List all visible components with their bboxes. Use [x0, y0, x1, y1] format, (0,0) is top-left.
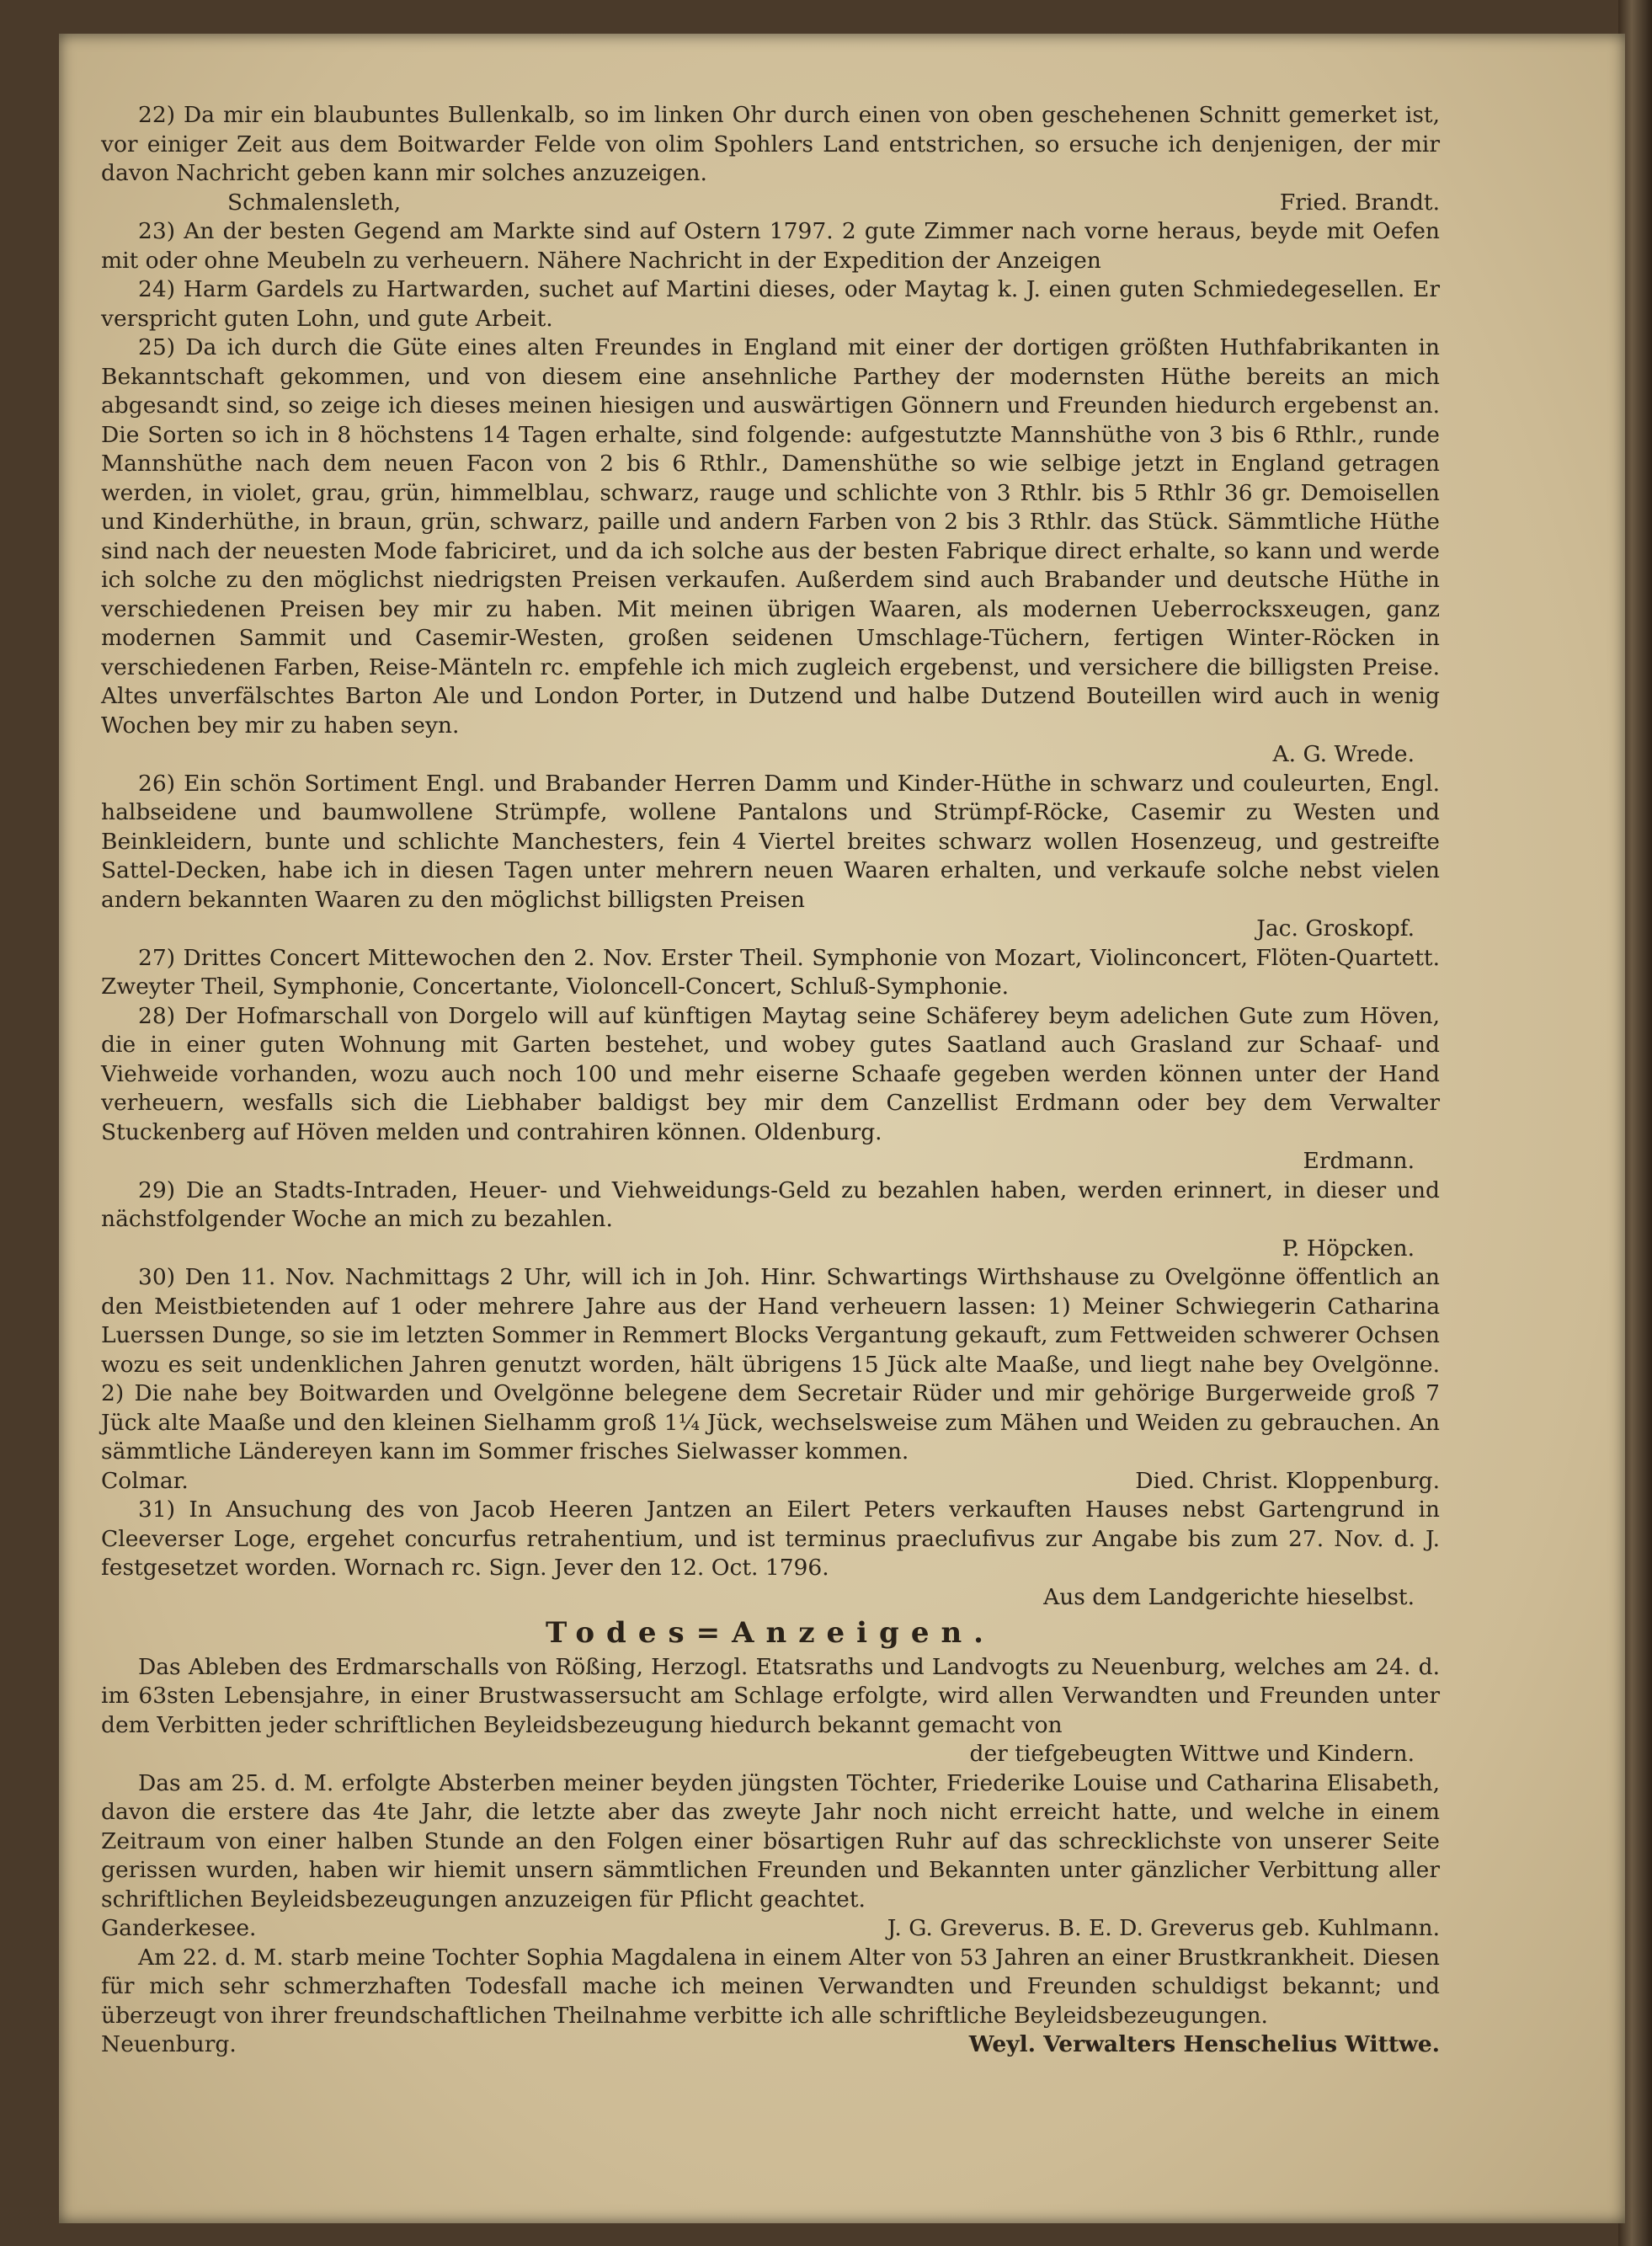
page-text [101, 101, 1440, 2060]
ad-24: 24) Harm Gardels zu Hartwarden, suchet auf Martini dieses, oder Maytag k. J. einen guten Schmiedegesellen. Er verspricht guten Lohn, und gute Arbeit. [101, 276, 1440, 332]
ad-27: 27) Drittes Concert Mittewochen den 2. Nov. Erster Theil. Symphonie von Mozart, Violinconcert, Flöten-Quartett. Zweyter Theil, Symphonie, Concertante, Violoncell-Concert, Schluß-Symphonie. [101, 944, 1440, 1000]
ad-31: 31) In Ansuchung des von Jacob Heeren Jantzen an Eilert Peters verkauften Hauses nebst Gartengrund in Cleeverser Loge, ergehet concurfus retrahentium, und ist terminus praeclufivus zur Angabe bis zum 27. Nov. d. J. festgesetzet worden. Wornach rc. Sign. Jever den 12. Oct. 1796. [101, 1496, 1440, 1581]
ad-30: 30) Den 11. Nov. Nachmittags 2 Uhr, will ich in Joh. Hinr. Schwartings Wirthshause zu Ovelgönne öffentlich an den Meistbietenden auf 1 oder mehrere Jahre aus der Hand verheuern lassen: 1) Meiner Schwiegerin Catharina Luerssen Dunge, so sie im letzten Sommer in Remmert Blocks Vergantung gekauft, zum Fettweiden schwerer Ochsen wozu es seit undenklichen Jahren genutzt worden, hält übrigens 15 Jück alte Maaße, und liegt nahe bey Ovelgönne. 2) Die nahe bey Boitwarden und Ovelgönne belegene dem Secretair Rüder und mir gehörige Burgerweide groß 7 Jück alte Maaße und den kleinen Sielhamm groß 1¼ Jück, wechselsweise zum Mähen und Weiden zu gebrauchen. An sämmtliche Ländereyen kann im Sommer frisches Sielwasser kommen. [101, 1264, 1440, 1464]
ad-22: 22) Da mir ein blaubuntes Bullenkalb, so im linken Ohr durch einen von oben geschehenen Schnitt gemerket ist, vor einiger Zeit aus dem Boitwarder Felde von olim Spohlers Land entstrichen, so ersuche ich denjenigen, der mir davon Nachricht geben kann mir solches anzuzeigen. [101, 102, 1440, 186]
ad-26: 26) Ein schön Sortiment Engl. und Brabander Herren Damm und Kinder-Hüthe in schwarz und couleurten, Engl. halbseidene und baumwollene Strümpfe, wollene Pantalons und Strümpf-Röcke, Casemir zu Westen und Beinkleidern, bunte und schlichte Manchesters, fein 4 Viertel breites schwarz wollen Hosenzeug, und gestreifte Sattel-Decken, habe ich in diesen Tagen unter mehrern neuen Waaren erhalten, und verkaufe solche nebst vielen andern bekannten Waaren zu den möglichst billigsten Preisen [101, 770, 1440, 913]
ad-25: 25) Da ich durch die Güte eines alten Freundes in England mit einer der dortigen größten Huthfabrikanten in Bekanntschaft gekommen, und von diesem eine ansehnliche Parthey der modernsten Hüthe bereits an mich abgesandt sind, so zeige ich dieses meinen hiesigen und auswärtigen Gönnern und Freunden hiedurch ergebenst an. Die Sorten so ich in 8 höchstens 14 Tagen erhalte, sind folgende: aufgestutzte Mannshüthe von 3 bis 6 Rthlr., runde Mannshüthe nach dem neuen Facon von 2 bis 6 Rthlr., Damenshüthe so wie selbige jetzt in England getragen werden, in violet, grau, grün, himmelblau, schwarz, rauge und schlichte von 3 Rthlr. bis 5 Rthlr 36 gr. Demoisellen und Kinderhüthe, in braun, grün, schwarz, paille und andern Farben von 2 bis 3 Rthlr. das Stück. Sämmtliche Hüthe sind nach der neuesten Mode fabriciret, und da ich solche aus der besten Fabrique direct erhalte, so kann und werde ich solche zu den möglichst niedrigsten Preisen verkaufen. Außerdem sind auch Brabander und deutsche Hüthe in verschiedenen Preisen bey mir zu haben. Mit meinen übrigen Waaren, als modernen Ueberrocksxeugen, ganz modernen Sammit und Casemir-Westen, großen seidenen Umschlage-Tüchern, fertigen Winter-Röcken in verschiedenen Farben, Reise-Mänteln rc. empfehle ich mich zugleich ergebenst, und versichere die billigsten Preise. Altes unverfälschtes Barton Ale und London Porter, in Dutzend und halbe Dutzend Bouteillen wird auch in wenig Wochen bey mir zu haben seyn. [101, 334, 1440, 739]
death-notice-1-signature: der tiefgebeugten Wittwe und Kindern. [969, 1741, 1415, 1767]
death-notice-3-footer [101, 2030, 1440, 2060]
death-notice-3: Am 22. d. M. starb meine Tochter Sophia Magdalena in einem Alter von 53 Jahren an einer Brustkrankheit. Diesen für mich sehr schmerzhaften Todesfall mache ich meinen Verwandten und Freunden schuldigst bekannt; und überzeugt von ihrer freundschaftlichen Theilnahme verbitte ich alle schriftliche Beyleidsbezeugungen. [101, 1944, 1440, 2029]
death-notice-2-place: Ganderkesee. [101, 1915, 257, 1941]
ad-22-signature: Fried. Brandt. [1279, 189, 1440, 216]
ad-28-signature: Erdmann. [1303, 1148, 1415, 1174]
death-notice-2-footer [101, 1914, 1440, 1944]
ad-26-signature: Jac. Groskopf. [1256, 915, 1415, 942]
death-notice-3-signature: Weyl. Verwalters Henschelius Wittwe. [968, 2031, 1440, 2057]
death-notice-3-place: Neuenburg. [101, 2031, 237, 2057]
death-notices-heading: Todes=Anzeigen. [545, 1616, 996, 1650]
death-notice-1: Das Ableben des Erdmarschalls von Rößing, Herzogl. Etatsraths und Landvogts zu Neuenburg, welches am 24. d. im 63sten Lebensjahre, in einer Brustwassersucht am Schlage erfolgte, wird allen Verwandten und Freunden unter dem Verbitten jeder schriftlichen Beyleidsbezeugung hiedurch bekannt gemacht von [101, 1653, 1440, 1738]
ad-22-footer [101, 189, 1440, 218]
ad-29: 29) Die an Stadts-Intraden, Heuer- und Viehweidungs-Geld zu bezahlen haben, werden erinnert, in dieser und nächstfolgender Woche an mich zu bezahlen. [101, 1176, 1440, 1232]
ad-30-place: Colmar. [101, 1467, 189, 1494]
ad-30-footer [101, 1467, 1440, 1496]
ad-23: 23) An der besten Gegend am Markte sind auf Ostern 1797. 2 gute Zimmer nach vorne heraus, beyde mit Oefen mit oder ohne Meubeln zu verheuern. Nähere Nachricht in der Expedition der Anzeigen [101, 218, 1440, 274]
ad-29-signature: P. Höpcken. [1282, 1235, 1415, 1262]
death-notice-2-signature: J. G. Greverus. B. E. D. Greverus geb. Kuhlmann. [887, 1915, 1440, 1941]
ad-30-signature: Died. Christ. Kloppenburg. [1135, 1467, 1440, 1494]
ad-22-place: Schmalensleth, [227, 189, 402, 216]
ad-25-signature: A. G. Wrede. [1272, 741, 1415, 767]
ad-28: 28) Der Hofmarschall von Dorgelo will auf künftigen Maytag seine Schäferey beym adelichen Gute zum Höven, die in einer guten Wohnung mit Garten bestehet, und wobey gutes Saatland auch Grasland zur Schaaf- und Viehweide vorhanden, wozu auch noch 100 und mehr eiserne Schaafe gegeben werden können unter der Hand verheuern, wesfalls sich die Liebhaber baldigst bey mir dem Canzellist Erdmann oder bey dem Verwalter Stuckenberg auf Höven melden und contrahiren können. Oldenburg. [101, 1002, 1440, 1145]
ad-31-signature: Aus dem Landgerichte hieselbst. [1043, 1583, 1415, 1610]
death-notice-2: Das am 25. d. M. erfolgte Absterben meiner beyden jüngsten Töchter, Friederike Louise und Catharina Elisabeth, davon die erstere das 4te Jahr, die letzte aber das zweyte Jahr noch nicht erreicht hatte, und welche in einem Zeitraum von einer halben Stunde an den Folgen einer bösartigen Ruhr auf das schrecklichste von unserer Seite gerissen wurden, haben wir hiemit unsern sämmtlichen Freunden und Bekannten unter gänzlicher Verbittung aller schriftlichen Beyleidsbezeugungen anzuzeigen für Pflicht geachtet. [101, 1769, 1440, 1913]
